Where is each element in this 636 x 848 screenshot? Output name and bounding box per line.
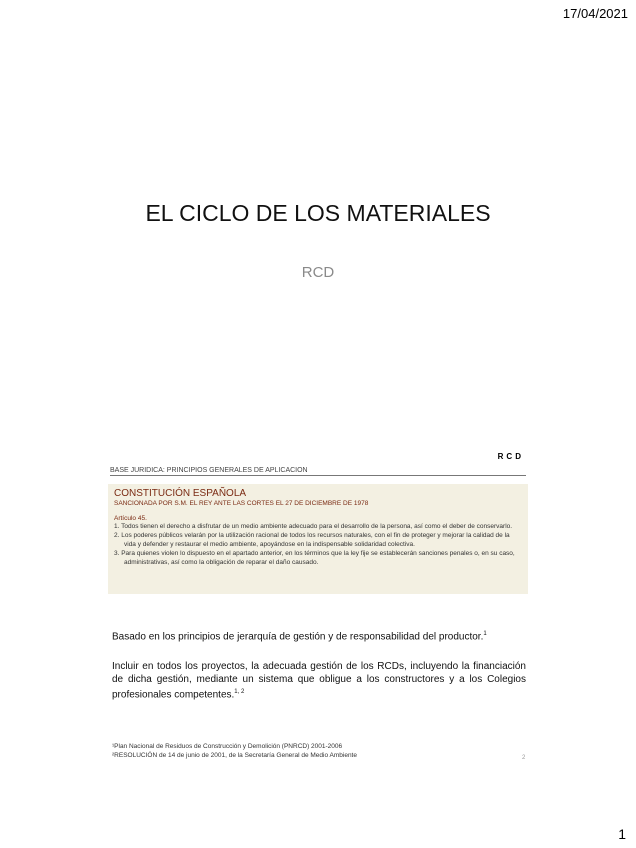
legal-basis-header: BASE JURÍDICA: PRINCIPIOS GENERALES DE APLICACIÓN	[110, 467, 526, 476]
principles-paragraph	[112, 628, 526, 643]
footnote-ref: 1	[483, 631, 487, 637]
management-paragraph	[112, 660, 526, 701]
constitution-subtitle: SANCIONADA POR S.M. EL REY ANTE LAS CORTES EL 27 DE DICIEMBRE DE 1978	[114, 500, 369, 507]
article-heading: Artículo 45.	[114, 515, 147, 522]
constitution-title: CONSTITUCIÓN ESPAÑOLA	[114, 488, 247, 499]
slide1-title: EL CICLO DE LOS MATERIALES	[145, 200, 491, 226]
page-number: 1	[618, 826, 626, 842]
footnote-ref: 1, 2	[234, 689, 245, 695]
constitution-box	[108, 484, 528, 594]
article-item: 2. Los poderes públicos velarán por la utilización racional de todos los recursos naturales, con el fin de proteger y mejorar la calidad de la vida y defender y restaurar el medio ambiente, apoyándose en la indispensable solidaridad colectiva.	[114, 532, 510, 548]
principles-text: Basado en los principios de jerarquía de gestión y de responsabilidad del productor.	[112, 631, 484, 643]
footnote: ¹Plan Nacional de Residuos de Construcción y Demolición (PNRCD) 2001-2006	[112, 743, 343, 750]
article-item: 1. Todos tienen el derecho a disfrutar de un medio ambiente adecuado para el desarrollo de la persona, así como el deber de conservarlo.	[114, 523, 513, 530]
footnotes	[112, 742, 512, 760]
slide2-tag: RCD	[497, 452, 524, 461]
management-text: Incluir en todos los proyectos, la adecuada gestión de los RCDs, incluyendo la financiación de dicha gestión, mediante un sistema que obligue a los constructores y a los Colegios profesionales competentes.	[112, 661, 526, 701]
slide1-subtitle: RCD	[301, 264, 335, 281]
article-item: 3. Para quienes violen lo dispuesto en el apartado anterior, en los términos que la ley fije se establecerán sanciones penales o, en su caso, administrativas, así como la obligación de reparar el daño causado.	[114, 550, 515, 566]
slide-number: 2	[522, 755, 526, 761]
footnote: ²RESOLUCIÓN de 14 de junio de 2001, de la Secretaría General de Medio Ambiente	[112, 752, 357, 759]
print-date: 17/04/2021	[562, 6, 628, 21]
